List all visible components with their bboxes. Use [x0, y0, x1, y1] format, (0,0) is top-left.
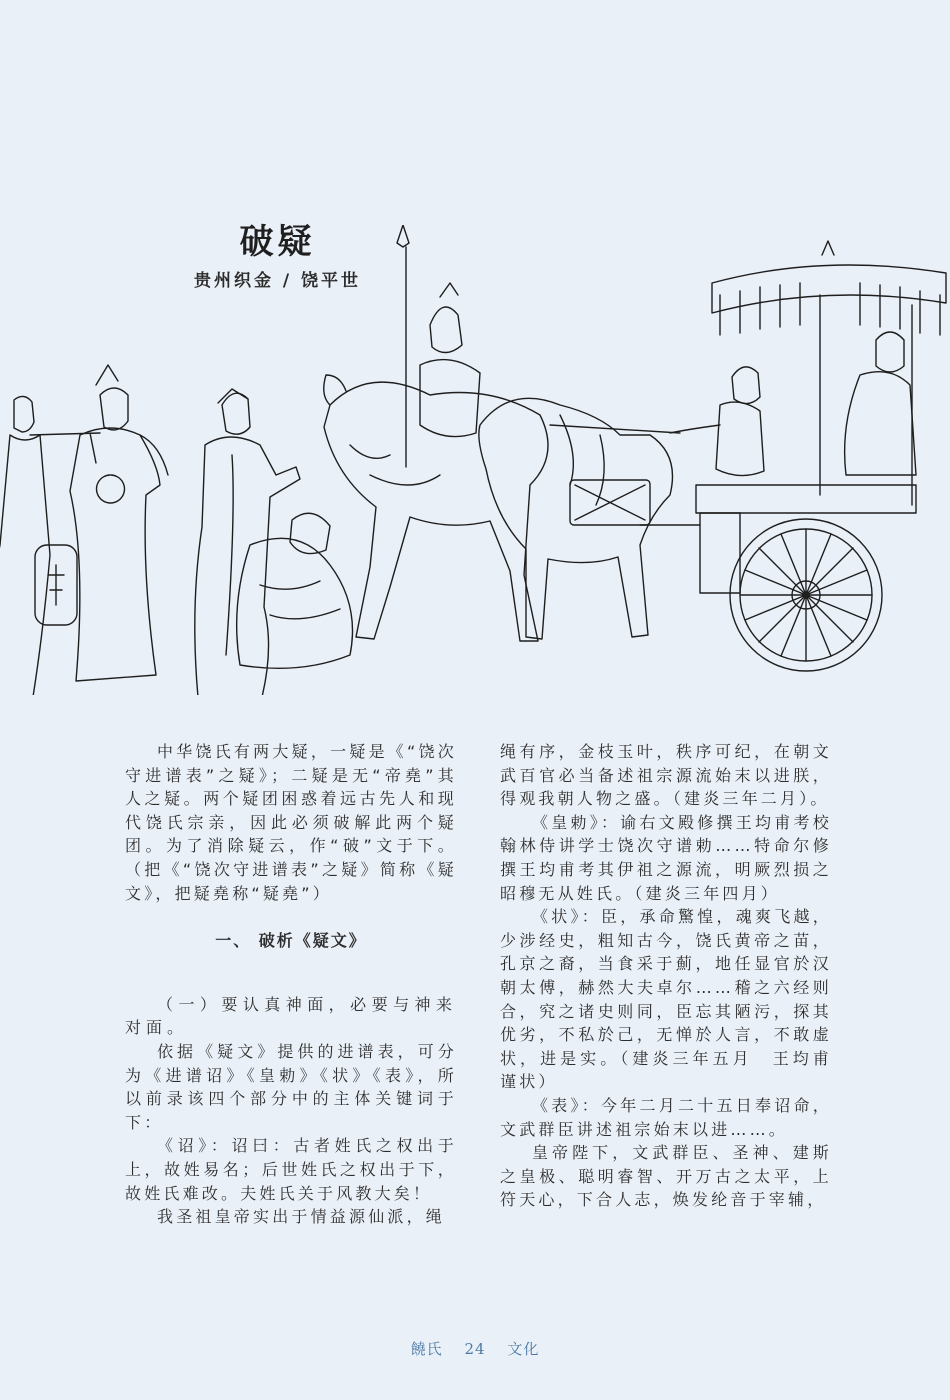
- right-text-column: [500, 740, 832, 1212]
- body-paragraph: 《状》：臣，承命驚惶，魂爽飞越，少涉经史，粗知古今，饶氏黄帝之苗，孔京之裔，当食采于薊，地任显官於汉朝太傅，赫然大夫卓尔……稽之六经则合，究之诸史则同，臣忘其陋污，探其优劣，不私於己，无惮於人言，不敢虚状，进是实。（建炎三年五月 王均甫谨状）: [500, 907, 832, 1092]
- left-text-column: [125, 740, 457, 1229]
- body-paragraph: 《表》：今年二月二十五日奉诏命，文武群臣讲述祖宗始末以进……。: [500, 1095, 832, 1139]
- article-byline: 贵州织金 / 饶平世: [193, 271, 362, 291]
- body-paragraph: 《诏》：诏曰：古者姓氏之权出于上，故姓易名；后世姓氏之权出于下，故姓氏难改。夫姓氏关于风教大矣！: [125, 1136, 457, 1203]
- page-number: 24: [464, 1340, 486, 1358]
- section-heading: 一、 破析《疑文》: [215, 931, 367, 951]
- body-paragraph: 我圣祖皇帝实出于情益源仙派，绳: [157, 1207, 446, 1227]
- mounted-guard: [324, 225, 548, 641]
- intro-paragraph: 中华饶氏有两大疑，一疑是《“饶次守进谱表”之疑》；二疑是无“帝堯”其人之疑。两个疑团困惑着远古先人和现代饶氏宗亲，因此必须破解此两个疑团。为了消除疑云，作“破”文于下。（把《“饶次守进谱表”之疑》简称《疑文》，把疑堯称“疑堯”）: [125, 742, 457, 903]
- chariot-canopy: [712, 241, 946, 505]
- charioteer-figure: [670, 367, 764, 476]
- footer-magazine-name: 饒氏: [410, 1340, 443, 1358]
- page-footer: [0, 1338, 950, 1359]
- draft-horses: [479, 398, 680, 639]
- footer-section-name: 文化: [507, 1340, 540, 1358]
- emperor-figure: [845, 332, 916, 475]
- attendant-figures: [0, 365, 168, 695]
- body-paragraph: 依据《疑文》提供的进谱表，可分为《进谱诏》《皇勅》《状》《表》，所以前录该四个部分中的主体关键词于下：: [125, 1041, 457, 1132]
- kneeling-figure: [237, 513, 353, 668]
- body-paragraph: 皇帝陛下，文武群臣、圣神、建斯之皇极、聪明睿智、开万古之太平，上符天心，下合人志，焕发纶音于宰辅，: [500, 1143, 832, 1210]
- body-paragraph: 《皇勅》：谕右文殿修撰王均甫考校翰林侍讲学士饶次守谱勅……特命尔修撰王均甫考其伊祖之源流，明厥烈损之昭穆无从姓氏。（建炎三年四月）: [500, 812, 832, 903]
- official-figure: [195, 389, 300, 695]
- chariot-body: [640, 485, 916, 671]
- sub-heading: （一）要认真神面，必要与神来对面。: [125, 994, 457, 1038]
- continued-paragraph: 绳有序，金枝玉叶，秩序可纪，在朝文武百官必当备述祖宗源流始末以进朕，得观我朝人物之盛。（建炎三年二月）。: [500, 742, 832, 809]
- procession-illustration: [0, 225, 950, 695]
- article-title: 破疑: [239, 222, 316, 262]
